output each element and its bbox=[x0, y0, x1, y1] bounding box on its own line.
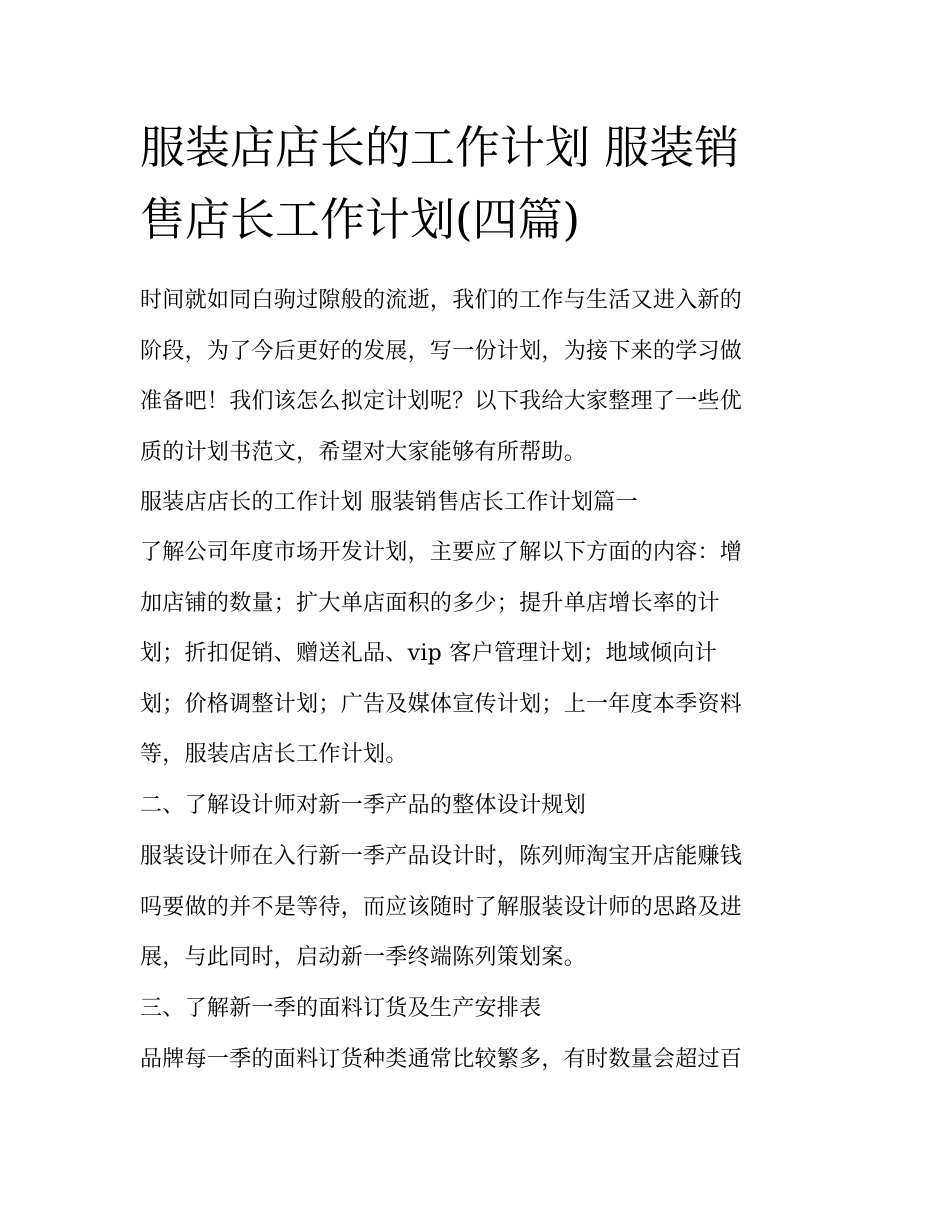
text-line: 三、了解新一季的面料订货及生产安排表 bbox=[140, 996, 542, 1021]
text-line: 划；折扣促销、赠送礼品、vip 客户管理计划；地域倾向计 bbox=[140, 641, 717, 667]
document-title bbox=[140, 112, 820, 256]
text-line: 划；价格调整计划；广告及媒体宣传计划；上一年度本季资料 bbox=[140, 691, 743, 717]
title-line: 售店长工作计划(四篇) bbox=[140, 193, 581, 246]
paragraph-2 bbox=[140, 832, 820, 984]
paragraph-1 bbox=[140, 528, 820, 781]
text-line: 服装店店长的工作计划 服装销售店长工作计划篇一 bbox=[140, 490, 638, 515]
text-line: 等，服装店店长工作计划。 bbox=[140, 742, 408, 768]
text-line: 质的计划书范文，希望对大家能够有所帮助。 bbox=[140, 439, 587, 465]
text-line: 了解公司年度市场开发计划，主要应了解以下方面的内容：增 bbox=[140, 540, 743, 565]
text-line: 加店铺的数量；扩大单店面积的多少；提升单店增长率的计 bbox=[140, 590, 720, 616]
intro-paragraph bbox=[140, 276, 820, 478]
paragraph-3 bbox=[140, 1035, 820, 1086]
section-heading bbox=[140, 478, 820, 529]
title-line: 服装店店长的工作计划 服装销 bbox=[140, 121, 740, 174]
text-line: 准备吧！我们该怎么拟定计划呢？以下我给大家整理了一些优 bbox=[140, 389, 743, 415]
heading-3 bbox=[140, 984, 820, 1035]
text-line: 二、了解设计师对新一季产品的整体设计规划 bbox=[140, 793, 587, 818]
heading-2 bbox=[140, 781, 820, 832]
text-line: 阶段，为了今后更好的发展，写一份计划，为接下来的学习做 bbox=[140, 338, 743, 364]
text-line: 品牌每一季的面料订货种类通常比较繁多，有时数量会超过百 bbox=[140, 1047, 743, 1072]
text-line: 吗要做的并不是等待，而应该随时了解服装设计师的思路及进 bbox=[140, 894, 743, 920]
text-line: 时间就如同白驹过隙般的流逝，我们的工作与生活又进入新的 bbox=[140, 288, 743, 313]
text-line: 服装设计师在入行新一季产品设计时，陈列师淘宝开店能赚钱 bbox=[140, 844, 743, 869]
text-line: 展，与此同时，启动新一季终端陈列策划案。 bbox=[140, 945, 587, 971]
